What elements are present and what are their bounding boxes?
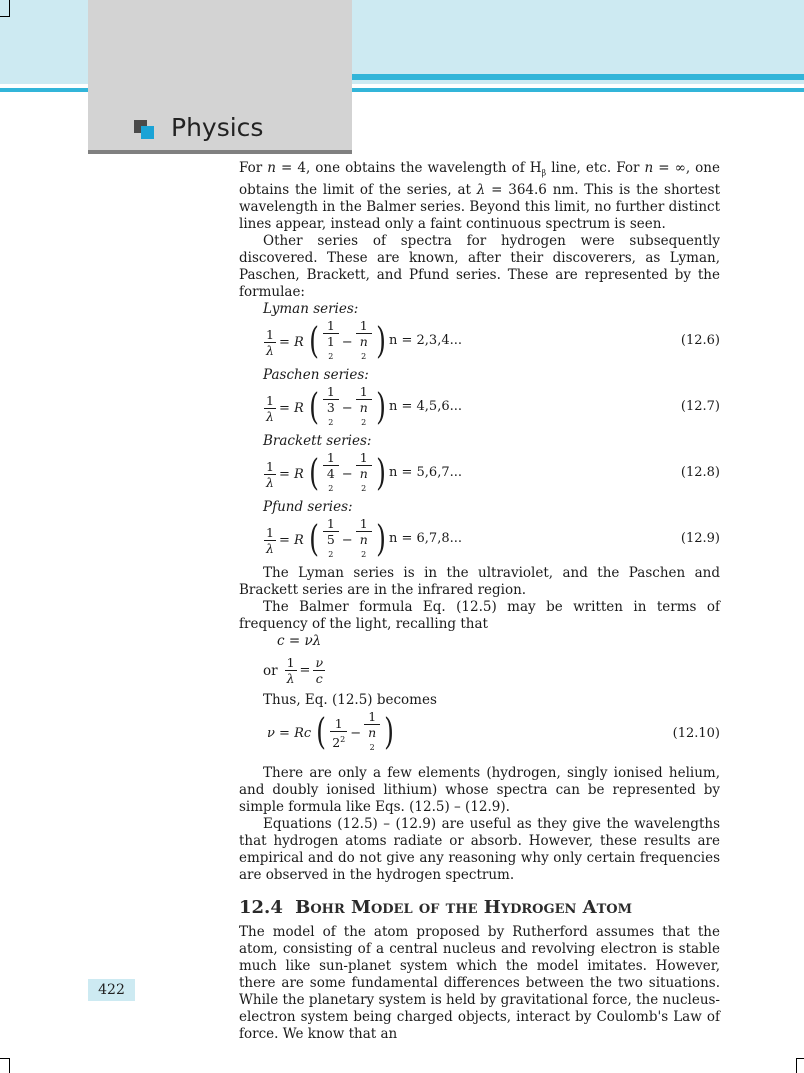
thus-line: Thus, Eq. (12.5) becomes xyxy=(263,691,437,708)
chapter-tab-underline xyxy=(88,150,352,154)
equation-12-8: $\frac{1}{\lambda}$ = R ( 1 4 $^2$ − 1 n $^2$ ) n = 5,6,7... (12.8) xyxy=(266,449,720,495)
equation-number: (12.10) xyxy=(672,725,720,741)
n-values: n = 4,5,6... xyxy=(389,398,463,414)
series-label: Paschen series: xyxy=(263,366,369,383)
equation-12-9: $\frac{1}{\lambda}$ = R ( 1 5 $^2$ − 1 n $^2$ ) n = 6,7,8... (12.9) xyxy=(266,515,720,561)
section-title: Bohr Model of the Hydrogen Atom xyxy=(295,896,633,918)
page-content xyxy=(239,160,720,1043)
equation-number: (12.9) xyxy=(680,530,720,546)
header-rule-upper xyxy=(352,74,804,80)
chapter-title: Physics xyxy=(171,113,264,142)
equation-12-10: ν = Rc ( $\frac{1}{2^2}$ − 1 n $^2$ ) (12.10) xyxy=(267,708,720,754)
paragraph-balmer-frequency: The Balmer formula Eq. (12.5) may be written in terms of frequency of the light, recalling that xyxy=(239,598,720,632)
equation-number: (12.6) xyxy=(680,332,720,348)
equation-c-nu-lambda: c = νλ xyxy=(277,632,322,649)
equation-12-6: $\frac{1}{\lambda}$ = R ( 1 1 $^2$ − 1 n $^2$ ) n = 2,3,4... (12.6) xyxy=(266,317,720,363)
paragraph-few-elements: There are only a few elements (hydrogen, singly ionised helium, and doubly ionised lithium) whose spectra can be represented by simple formula like Eqs. (12.5) – (12.9). xyxy=(239,764,720,815)
series-label: Pfund series: xyxy=(263,498,353,515)
page-number: 422 xyxy=(88,979,135,1001)
paragraph-rutherford: The model of the atom proposed by Rutherford assumes that the atom, consisting of a central nucleus and revolving electron is stable much like sun-planet system which the model imitates. However, there are some fundamental differences between the two situations. While the planetary system is held by gravitational force, the nucleus-electron system being charged objects, interact by Coulomb's Law of force. We know that an xyxy=(239,923,720,1042)
paragraph-lyman-uv: The Lyman series is in the ultraviolet, and the Paschen and Brackett series are in the infrared region. xyxy=(239,564,720,598)
crop-mark-top-left xyxy=(0,0,10,17)
paragraph-balmer-limit: For n = 4, one obtains the wavelength of $H_\beta$ line, etc. For n = ∞, one obtains the limit of the series, at λ = 364.6 nm. This is the shortest wavelength in the Balmer series. Beyond this limit, no further distinct lines appear, instead only a faint continuous spectrum is seen. xyxy=(239,160,720,232)
series-label: Lyman series: xyxy=(263,300,359,317)
n-values: n = 2,3,4... xyxy=(389,332,463,348)
section-number: 12.4 xyxy=(239,896,283,918)
n-values: n = 6,7,8... xyxy=(389,530,463,546)
equation-number: (12.8) xyxy=(680,464,720,480)
equation-12-7: $\frac{1}{\lambda}$ = R ( 1 3 $^2$ − 1 n $^2$ ) n = 4,5,6... (12.7) xyxy=(266,383,720,429)
equation-inverse-lambda: or $\frac{1}{\lambda}$ = $\frac{\nu}{c}$ xyxy=(263,655,324,687)
series-label: Brackett series: xyxy=(263,432,372,449)
section-heading xyxy=(239,896,720,920)
equation-number: (12.7) xyxy=(680,398,720,414)
paragraph-other-series: Other series of spectra for hydrogen were subsequently discovered. These are known, after their discoverers, as Lyman, Paschen, Brackett, and Pfund series. These are represented by the formulae: xyxy=(239,232,720,300)
chapter-logo-icon xyxy=(134,120,156,140)
n-values: n = 5,6,7... xyxy=(389,464,463,480)
paragraph-empirical: Equations (12.5) – (12.9) are useful as they give the wavelengths that hydrogen atoms radiate or absorb. However, these results are empirical and do not give any reasoning why only certain frequencies are observed in the hydrogen spectrum. xyxy=(239,815,720,883)
